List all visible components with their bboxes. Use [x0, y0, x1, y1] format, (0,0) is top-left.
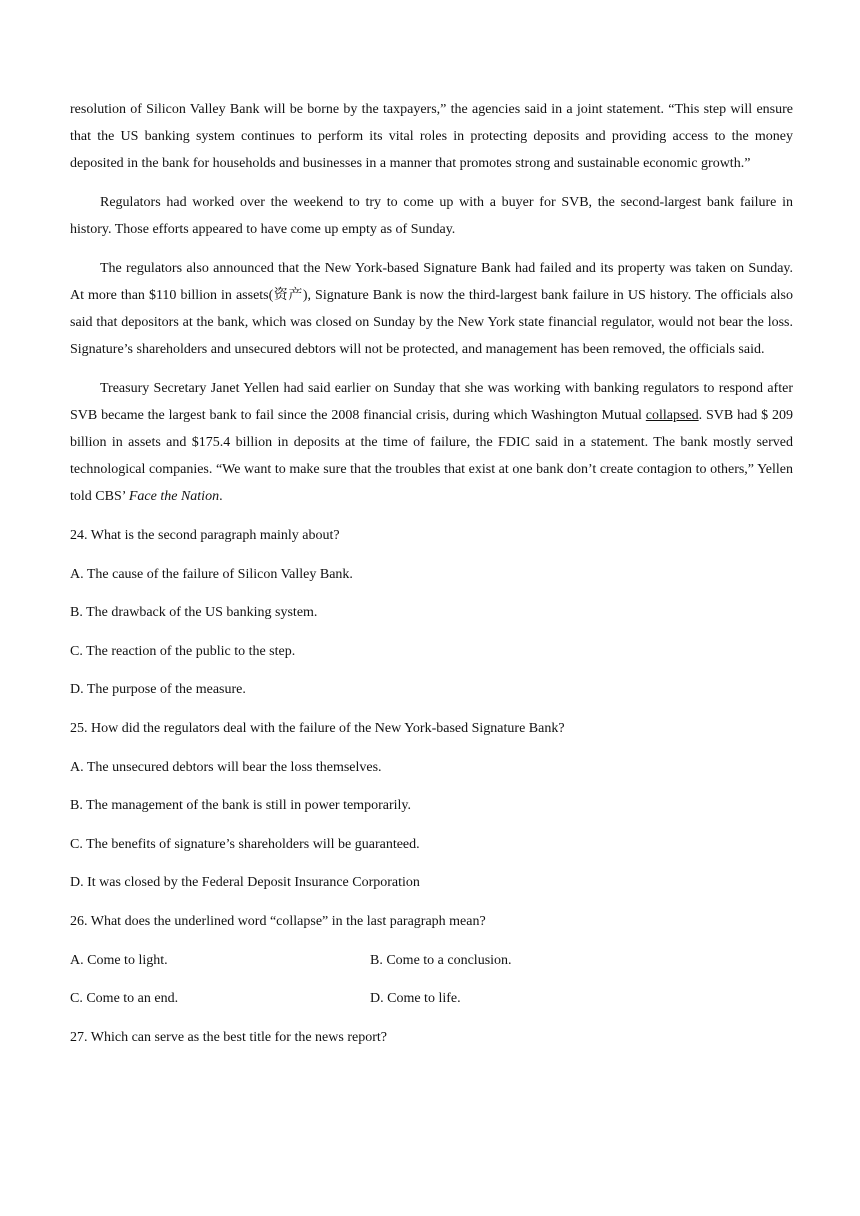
- question-25-option-a: A. The unsecured debtors will bear the loss themselves.: [70, 759, 382, 775]
- question-27-stem: 27. Which can serve as the best title for the news report?: [70, 1029, 387, 1045]
- question-25-stem: 25. How did the regulators deal with the failure of the New York-based Signature Bank?: [70, 720, 565, 736]
- question-24-option-c: C. The reaction of the public to the step.: [70, 643, 296, 659]
- question-26-option-a: A. Come to light.: [70, 952, 168, 968]
- question-25-option-c: C. The benefits of signature’s shareholders will be guaranteed.: [70, 836, 420, 852]
- question-26-options-row-2: [70, 985, 793, 1024]
- document-page: [70, 96, 793, 1062]
- question-24-stem: 24. What is the second paragraph mainly about?: [70, 528, 340, 543]
- question-26-option-d: D. Come to life.: [370, 991, 461, 1007]
- paragraph-4-text-a: Treasury Secretary Janet Yellen had said earlier on Sunday that she was working with banking regulators to respond after SVB became the largest bank to fail since the 2008 financial crisis, during which Washington Mutual: [70, 381, 793, 423]
- question-25-option-d: D. It was closed by the Federal Deposit Insurance Corporation: [70, 875, 420, 891]
- question-26-option-c: C. Come to an end.: [70, 991, 179, 1007]
- question-26-option-b: B. Come to a conclusion.: [370, 952, 512, 968]
- question-25-option-b: B. The management of the bank is still in power temporarily.: [70, 798, 411, 814]
- passage-paragraph-2: Regulators had worked over the weekend to try to come up with a buyer for SVB, the second-largest bank failure in history. Those efforts appeared to have come up empty as of Sunday.: [70, 195, 793, 237]
- passage-paragraph-3: The regulators also announced that the New York-based Signature Bank had failed and its property was taken on Sunday. At more than $110 billion in assets(资产), Signature Bank is now the third-largest bank failure in US history. The officials also said that depositors at the bank, which was closed on Sunday by the New York state financial regulator, would not bear the loss. Signature’s shareholders and unsecured debtors will not be protected, and management has been removed, the officials said.: [70, 261, 793, 357]
- underlined-word-collapsed: collapsed: [645, 408, 699, 423]
- paragraph-4-text-b: . SVB had $ 209 billion in assets and $175.4 billion in deposits at the time of failure, the FDIC said in a statement. The bank mostly served technological companies. “We want to make sure that the troubles that exist at one bank don’t create contagion to others,” Yellen told CBS’: [70, 408, 793, 504]
- question-24-option-a: A. The cause of the failure of Silicon Valley Bank.: [70, 566, 353, 582]
- question-24-option-d: D. The purpose of the measure.: [70, 682, 246, 698]
- passage-paragraph-1: resolution of Silicon Valley Bank will be borne by the taxpayers,” the agencies said in a joint statement. “This step will ensure that the US banking system continues to perform its vital roles in protecting deposits and providing access to the money deposited in the bank for households and businesses in a manner that promotes strong and sustainable economic growth.”: [70, 102, 793, 171]
- question-26-options-row-1: [70, 947, 793, 986]
- passage-paragraph-4: [70, 375, 793, 510]
- paragraph-4-end: .: [219, 489, 223, 504]
- question-26-stem: 26. What does the underlined word “collapse” in the last paragraph mean?: [70, 913, 486, 929]
- question-24-option-b: B. The drawback of the US banking system.: [70, 605, 318, 621]
- italic-program-title: Face the Nation: [128, 489, 220, 504]
